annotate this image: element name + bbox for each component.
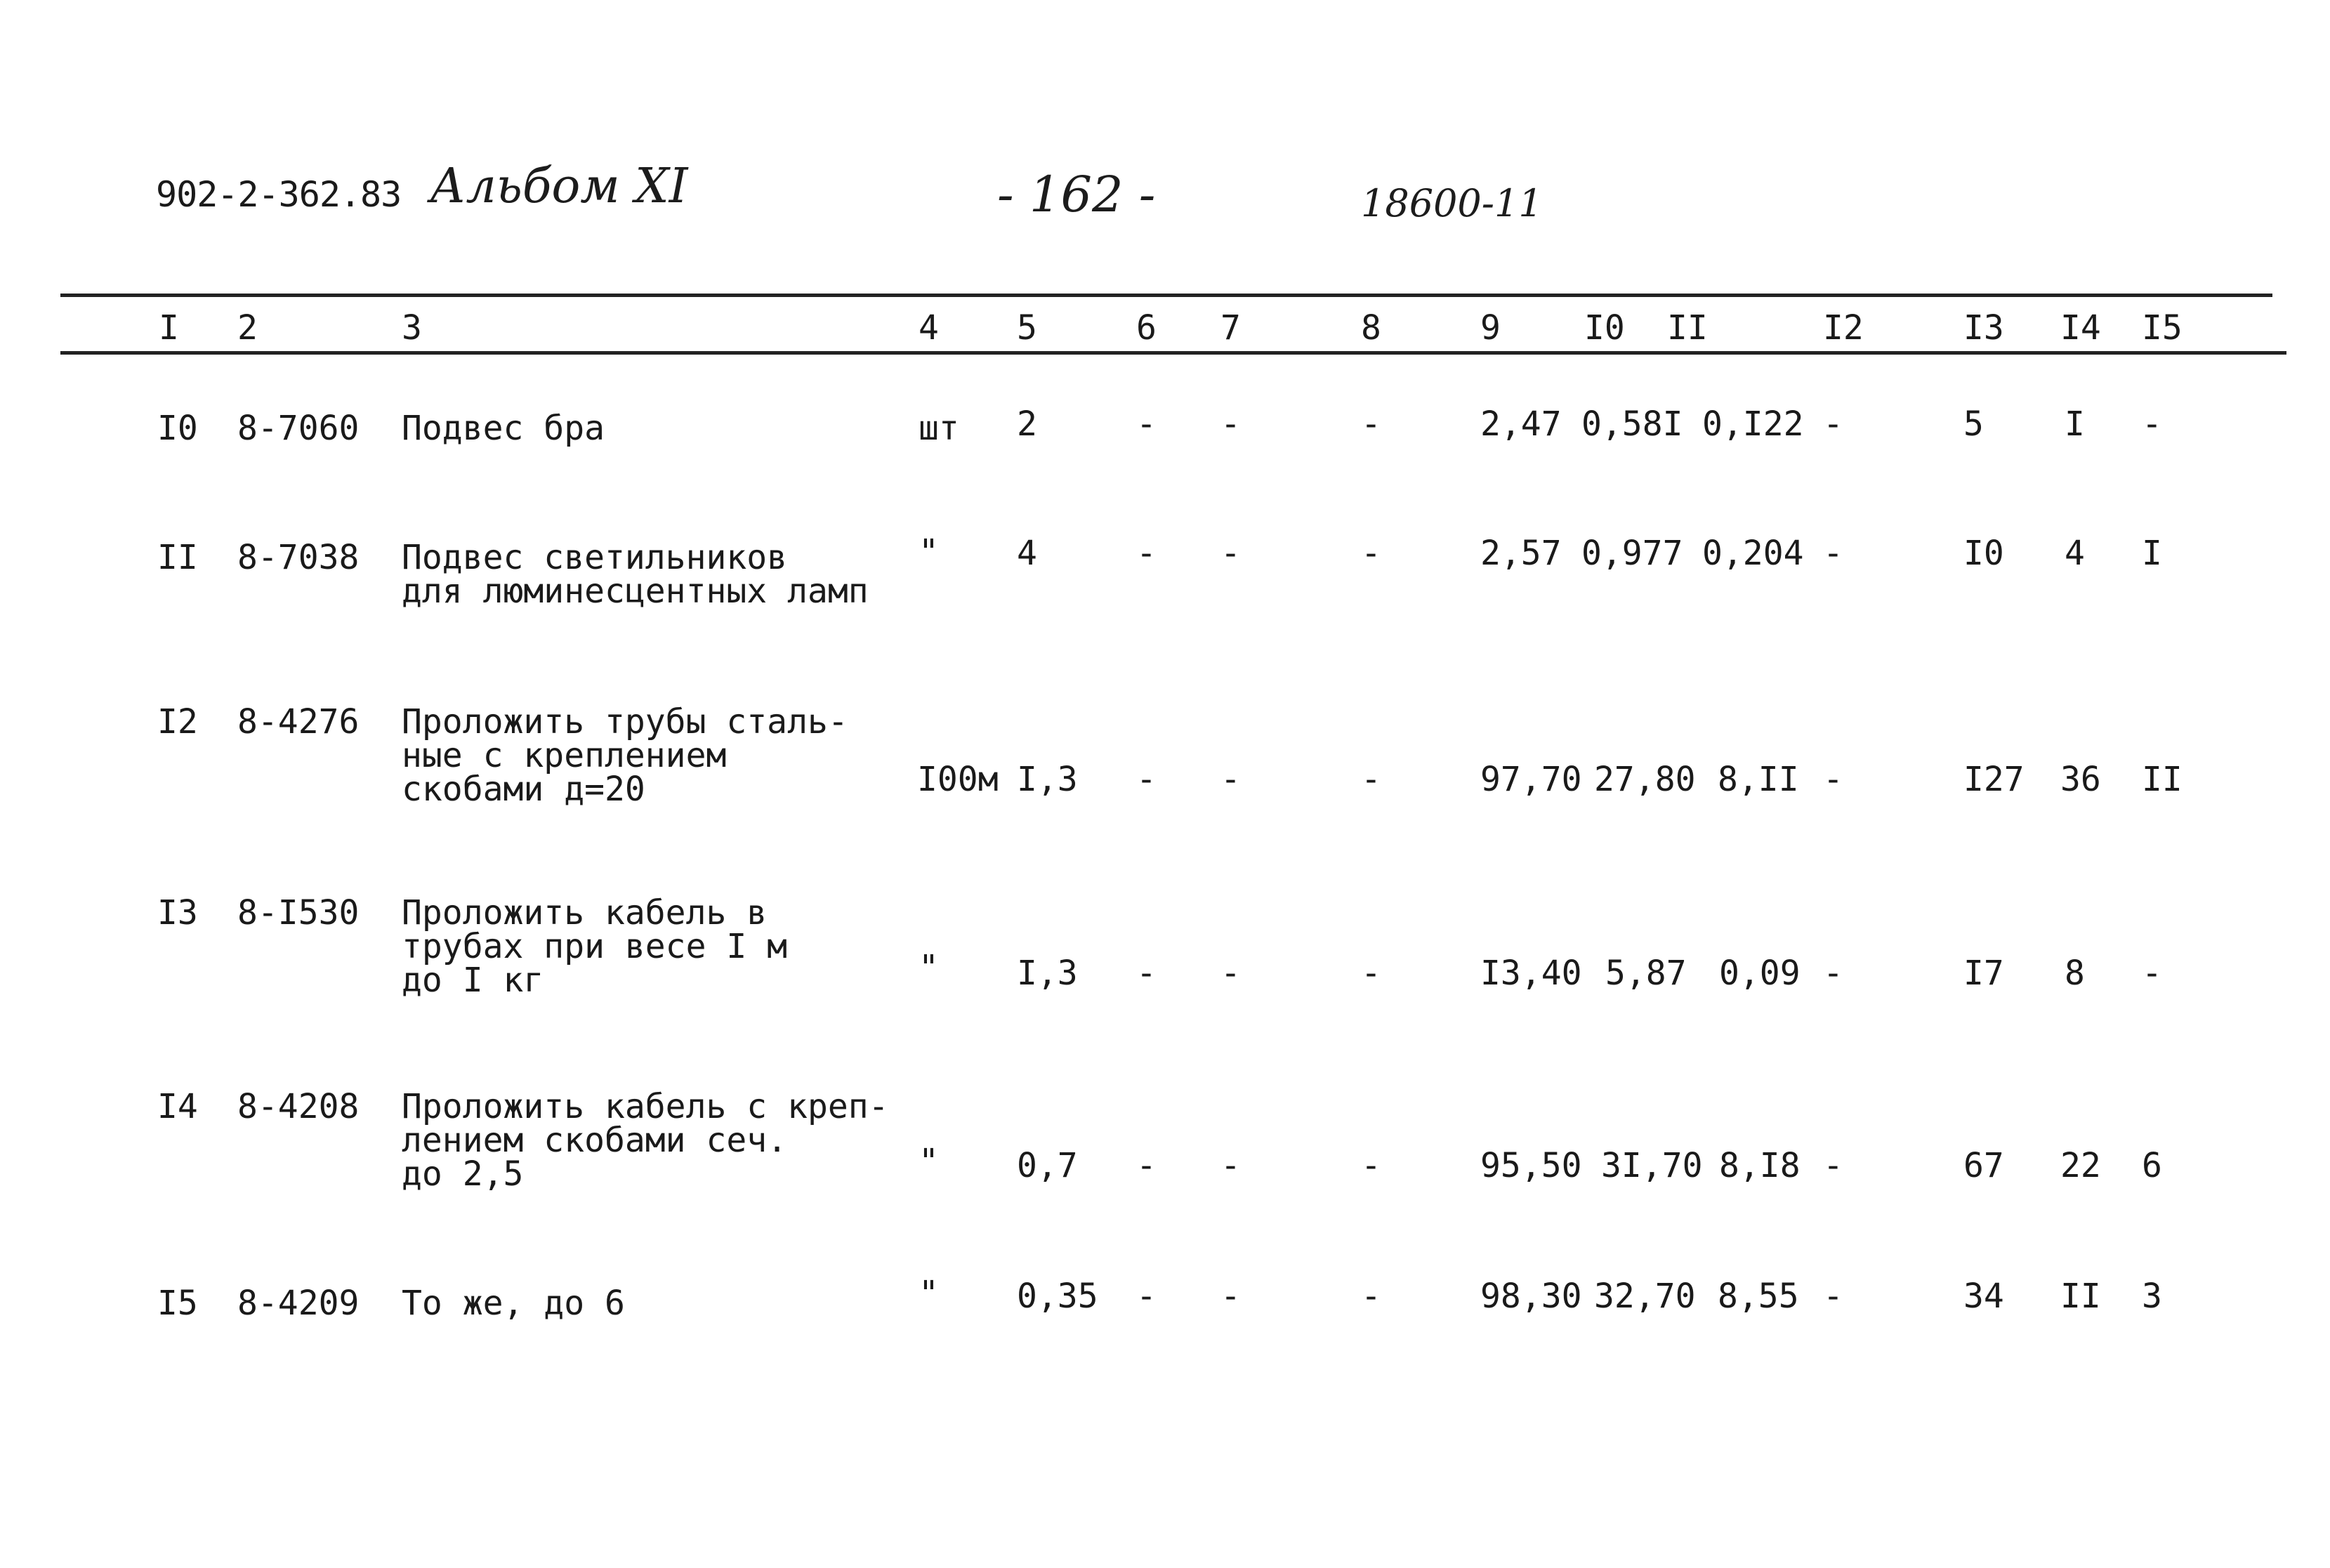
- col7-value: -: [1220, 954, 1241, 993]
- quantity: I,3: [1017, 760, 1078, 799]
- col15-value: II: [2142, 760, 2183, 799]
- col6-value: -: [1136, 1146, 1157, 1185]
- work-description: Проложить кабель в трубах при весе I м до I кг: [402, 893, 788, 1000]
- column-header-7: 7: [1220, 308, 1241, 348]
- row-number: I5: [157, 1284, 198, 1323]
- col9-value: I3,40: [1480, 954, 1582, 993]
- col13-value: 34: [1963, 1277, 2004, 1316]
- col7-value: -: [1220, 534, 1241, 573]
- col6-value: -: [1136, 534, 1157, 573]
- col15-value: I: [2142, 534, 2162, 573]
- work-description: Проложить кабель с креп- лением скобами сеч. до 2,5: [402, 1087, 889, 1194]
- unit: ": [919, 1274, 939, 1313]
- column-header-11: II: [1667, 308, 1708, 348]
- col6-value: -: [1136, 954, 1157, 993]
- col13-value: I0: [1963, 534, 2004, 573]
- column-header-12: I2: [1823, 308, 1864, 348]
- col10-value: 32,70: [1594, 1277, 1696, 1316]
- quantity: 0,35: [1017, 1277, 1098, 1316]
- column-header-9: 9: [1480, 308, 1501, 348]
- work-description: Подвес светильников для люминесцентных ламп: [402, 538, 869, 611]
- document-code: 902-2-362.83: [156, 174, 402, 215]
- col9-value: 95,50: [1480, 1146, 1582, 1185]
- col15-value: 6: [2142, 1146, 2162, 1185]
- quantity: 4: [1017, 534, 1037, 573]
- col15-value: -: [2142, 404, 2162, 444]
- col6-value: -: [1136, 760, 1157, 799]
- col9-value: 98,30: [1480, 1277, 1582, 1316]
- quantity: 0,7: [1017, 1146, 1078, 1185]
- col9-value: 2,47: [1480, 404, 1562, 444]
- column-header-4: 4: [919, 308, 939, 348]
- table-header-rule: [60, 351, 2286, 355]
- unit: I00м: [917, 760, 999, 799]
- work-description: То же, до 6: [402, 1284, 625, 1323]
- row-number: I2: [157, 702, 198, 742]
- col8-value: -: [1361, 1277, 1381, 1316]
- col11-value: 0,204: [1702, 534, 1804, 573]
- col14-value: 36: [2060, 760, 2101, 799]
- col14-value: 8: [2065, 954, 2085, 993]
- rate-code: 8-4209: [237, 1284, 360, 1323]
- col10-value: 0,977: [1581, 534, 1683, 573]
- col10-value: 3I,70: [1601, 1146, 1703, 1185]
- col14-value: II: [2060, 1277, 2101, 1316]
- col7-value: -: [1220, 760, 1241, 799]
- unit: ": [919, 1142, 939, 1181]
- page-number: - 162 -: [997, 166, 1156, 223]
- col12-value: -: [1823, 404, 1843, 444]
- col8-value: -: [1361, 760, 1381, 799]
- col8-value: -: [1361, 404, 1381, 444]
- col13-value: 67: [1963, 1146, 2004, 1185]
- col14-value: 22: [2060, 1146, 2101, 1185]
- col14-value: I: [2065, 404, 2085, 444]
- quantity: 2: [1017, 404, 1037, 444]
- col8-value: -: [1361, 954, 1381, 993]
- col10-value: 0,58I: [1581, 404, 1683, 444]
- work-description: Подвес бра: [402, 409, 605, 448]
- unit: ": [919, 948, 939, 987]
- quantity: I,3: [1017, 954, 1078, 993]
- col10-value: 27,80: [1594, 760, 1696, 799]
- column-header-13: I3: [1963, 308, 2004, 348]
- column-header-8: 8: [1361, 308, 1381, 348]
- rate-code: 8-I530: [237, 893, 360, 933]
- album-label: Альбом XI: [430, 159, 688, 214]
- col15-value: -: [2142, 954, 2162, 993]
- col11-value: 8,55: [1718, 1277, 1799, 1316]
- col6-value: -: [1136, 404, 1157, 444]
- col14-value: 4: [2065, 534, 2085, 573]
- col8-value: -: [1361, 534, 1381, 573]
- column-header-3: 3: [402, 308, 422, 348]
- unit: ": [919, 532, 939, 572]
- col13-value: 5: [1963, 404, 1984, 444]
- column-header-6: 6: [1136, 308, 1157, 348]
- rate-code: 8-4276: [237, 702, 360, 742]
- col12-value: -: [1823, 534, 1843, 573]
- col12-value: -: [1823, 1277, 1843, 1316]
- col10-value: 5,87: [1605, 954, 1687, 993]
- col13-value: I7: [1963, 954, 2004, 993]
- col7-value: -: [1220, 404, 1241, 444]
- col11-value: 8,I8: [1719, 1146, 1801, 1185]
- col12-value: -: [1823, 954, 1843, 993]
- row-number: II: [157, 538, 198, 577]
- order-number: 18600-11: [1361, 181, 1543, 225]
- column-header-15: I5: [2142, 308, 2183, 348]
- rate-code: 8-4208: [237, 1087, 360, 1126]
- column-header-2: 2: [237, 308, 258, 348]
- col12-value: -: [1823, 760, 1843, 799]
- col11-value: 0,I22: [1702, 404, 1804, 444]
- col8-value: -: [1361, 1146, 1381, 1185]
- row-number: I3: [157, 893, 198, 933]
- col9-value: 97,70: [1480, 760, 1582, 799]
- col13-value: I27: [1963, 760, 2025, 799]
- column-header-1: I: [159, 308, 179, 348]
- col12-value: -: [1823, 1146, 1843, 1185]
- unit: шт: [919, 409, 959, 448]
- col6-value: -: [1136, 1277, 1157, 1316]
- col11-value: 8,II: [1718, 760, 1799, 799]
- col11-value: 0,09: [1719, 954, 1801, 993]
- rate-code: 8-7038: [237, 538, 360, 577]
- col7-value: -: [1220, 1146, 1241, 1185]
- column-header-14: I4: [2060, 308, 2101, 348]
- table-top-rule: [60, 294, 2272, 297]
- row-number: I0: [157, 409, 198, 448]
- column-header-10: I0: [1584, 308, 1625, 348]
- column-header-5: 5: [1017, 308, 1037, 348]
- col9-value: 2,57: [1480, 534, 1562, 573]
- col15-value: 3: [2142, 1277, 2162, 1316]
- col7-value: -: [1220, 1277, 1241, 1316]
- row-number: I4: [157, 1087, 198, 1126]
- work-description: Проложить трубы сталь- ные с креплением скобами д=20: [402, 702, 848, 809]
- rate-code: 8-7060: [237, 409, 360, 448]
